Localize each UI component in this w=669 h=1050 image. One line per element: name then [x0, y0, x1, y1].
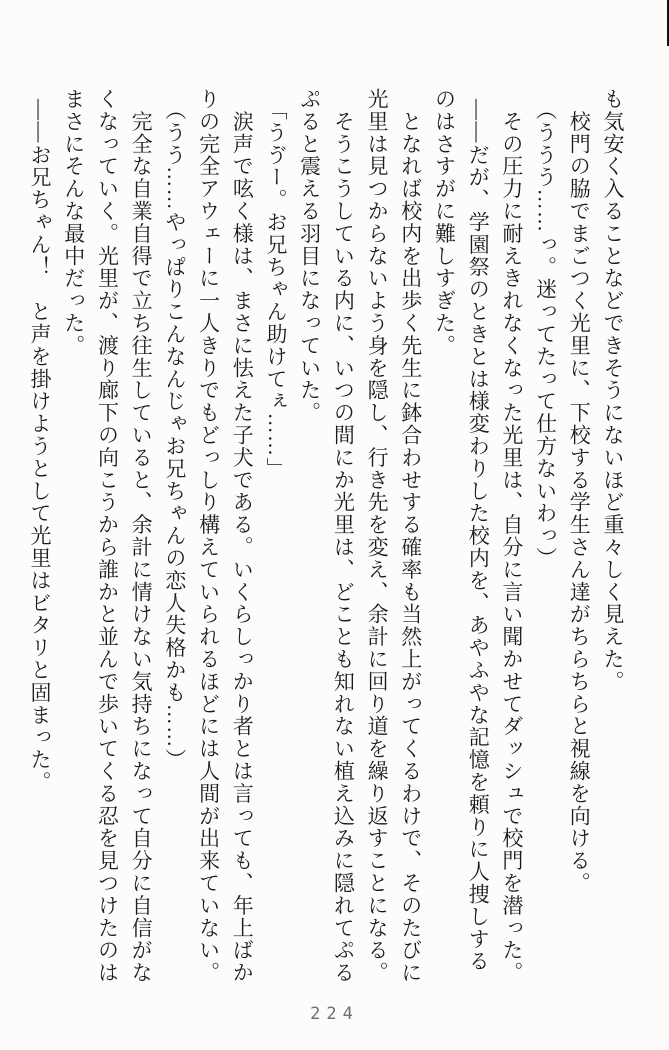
text-column: 校門の脇でまごつく光里に、下校する学生さん達がちらちらと視線を向ける。: [567, 88, 592, 895]
text-column: となれば校内を出歩く先生に鉢合わせする確率も当然上がってくるわけで、そのたびに: [398, 88, 423, 984]
text-column: （ううう……っ。迷ってたって仕方ないわっ）: [533, 98, 558, 569]
text-column: ぷると震える羽目になっていた。: [297, 88, 322, 424]
text-column: のはさすがに難しすぎた。: [432, 88, 457, 357]
text-column: ――だが、学園祭のときとは様変わりした校内を、あやふやな記憶を頼りに人捜しする: [466, 98, 491, 973]
text-column: その圧力に耐えきれなくなった光里は、自分に言い聞かせてダッシュで校門を潜った。: [499, 88, 524, 984]
text-column: 完全な自業自得で立ち往生していると、余計に情けない気持ちになって自分に自信がな: [129, 88, 154, 984]
text-column: ――お兄ちゃん！ と声を掛けようとして光里はビタリと固まった。: [28, 98, 53, 793]
text-column: （うう……やっぱりこんなんじゃお兄ちゃんの恋人失格かも……）: [162, 98, 187, 771]
text-column: くなっていく。光里が、渡り廊下の向こうから誰かと並んで歩いてくる忍を見つけたのは: [95, 88, 120, 984]
body-text: [22, 88, 629, 988]
text-column: そうこうしている内に、いつの間にか光里は、どことも知れない植え込みに隠れてぷる: [331, 88, 356, 984]
text-column: も気安く入ることなどできそうにないほど重々しく見えた。: [601, 88, 625, 693]
page-number: 224: [310, 1004, 359, 1024]
text-column: 涙声で呟く様は、まさに怯えた子犬である。いくらしっかり者とは言っても、年上ばか: [230, 88, 255, 984]
text-column: 「うゔー。お兄ちゃん助けてぇ……」: [263, 98, 288, 480]
text-column: 光里は見つからないよう身を隠し、行き先を変え、余計に回り道を繰り返すことになる。: [365, 88, 390, 984]
text-column: りの完全アウェーに一人きりでもどっしり構えていられるほどには人間が出来ていない。: [196, 88, 221, 984]
text-column: まさにそんな最中だった。: [61, 88, 86, 357]
